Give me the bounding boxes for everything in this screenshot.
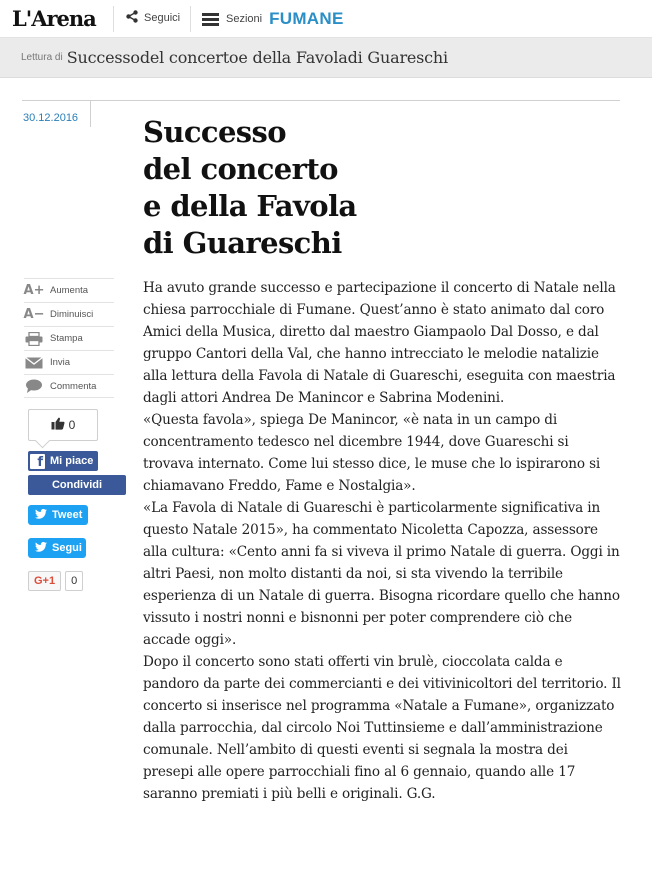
facebook-like-label: Mi piace xyxy=(50,455,94,467)
article-tools xyxy=(24,278,114,398)
twitter-follow-button[interactable] xyxy=(28,538,86,558)
font-increase-icon: A+ xyxy=(23,283,45,298)
tool-label: Aumenta xyxy=(50,285,89,296)
tool-label: Diminuisci xyxy=(50,309,94,320)
article-paragraph: Dopo il concerto sono stati offerti vin brulè, cioccolata calda e pandoro da parte dei commercianti e dei vitivinicoltori del territorio. Il concerto si inserisce nel programma «Natale a Fumane», organizzato dalla parrocchia, dal circolo Noi Tuttinsieme e dall’amministrazione comunale. Nell’ambito di questi eventi si segnala la mostra dei presepi alle opere parrocchiali fino al 6 gennaio, quando alle 17 saranno premiati i più belli e originali. G.G. xyxy=(143,654,621,802)
email-button[interactable] xyxy=(24,350,114,374)
tool-label: Invia xyxy=(50,357,71,368)
tweet-label: Tweet xyxy=(52,509,83,521)
hamburger-icon xyxy=(202,11,219,28)
headline-line: di Guareschi xyxy=(143,226,342,260)
header-divider xyxy=(113,6,114,32)
print-button[interactable] xyxy=(24,326,114,350)
headline-line: Successo xyxy=(143,115,286,149)
thumbs-up-icon xyxy=(51,417,65,433)
envelope-icon xyxy=(24,355,44,371)
font-decrease-icon: A− xyxy=(23,307,45,322)
facebook-icon: f xyxy=(30,454,45,469)
date-divider xyxy=(90,101,91,127)
comment-button[interactable] xyxy=(24,374,114,398)
facebook-like-button[interactable] xyxy=(28,451,98,471)
follow-label: Seguici xyxy=(144,12,181,24)
google-plus-count: 0 xyxy=(65,571,83,591)
printer-icon xyxy=(24,331,44,347)
sections-menu-button[interactable] xyxy=(202,9,344,29)
headline-line: e della Favola xyxy=(143,189,357,223)
follow-button[interactable] xyxy=(126,10,180,26)
speech-bubble-icon xyxy=(24,378,44,394)
facebook-share-label: Condividi xyxy=(51,479,103,491)
reading-label: Lettura di xyxy=(21,52,63,63)
like-count: 0 xyxy=(68,418,76,432)
increase-font-button[interactable] xyxy=(24,278,114,302)
article-headline xyxy=(143,114,443,262)
reading-title: Successodel concertoe della Favoladi Guareschi xyxy=(66,48,448,67)
twitter-bird-icon xyxy=(35,542,47,555)
google-plus-icon: G+1 xyxy=(28,571,61,591)
article-date: 30.12.2016 xyxy=(23,112,79,124)
twitter-bird-icon xyxy=(35,509,47,522)
decrease-font-button[interactable] xyxy=(24,302,114,326)
follow-label: Segui xyxy=(52,542,82,554)
article-paragraph: Ha avuto grande successo e partecipazione il concerto di Natale nella chiesa parrocchiale di Fumane. Quest’anno è stato animato dal coro Amici della Musica, diretto dal maestro Giampaolo Dal Dosso, e dal gruppo Cantori della Val, che hanno intrecciato le melodie natalizie alla lettura della Favola di Natale di Guareschi, eseguita con maestria dagli attori Andrea De Manincor e Sabrina Modenini. xyxy=(143,280,616,406)
header-divider xyxy=(190,6,191,32)
site-logo[interactable]: L'Arena xyxy=(12,6,96,31)
facebook-share-button[interactable] xyxy=(28,475,126,495)
headline-line: del concerto xyxy=(143,152,338,186)
article-paragraph: «La Favola di Natale di Guareschi è particolarmente significativa in questo Natale 2015», ha commentato Nicoletta Capozza, assessore alla cultura: «Cento anni fa si viveva il primo Natale di guerra. Oggi in altri Paesi, non molto distanti da noi, si sta vivendo la terribile esperienza di un Natale di guerra. Bisogna ricordare quello che hanno vissuto i nostri nonni e bisnonni per poter comprendere ciò che accade oggi». xyxy=(143,500,620,648)
site-header xyxy=(0,0,652,38)
current-section[interactable]: FUMANE xyxy=(269,9,344,28)
article-paragraph: «Questa favola», spiega De Manincor, «è nata in un campo di concentramento tedesco nel dicembre 1944, dove Guareschi si trovava internato. Come lui stesso dice, le muse che lo ispirarono si chiamavano Freddo, Fame e Nostalgia». xyxy=(143,412,601,494)
tool-label: Stampa xyxy=(50,333,83,344)
article-body xyxy=(143,277,621,805)
google-plus-button[interactable] xyxy=(28,571,83,591)
tool-label: Commenta xyxy=(50,380,97,392)
tweet-button[interactable] xyxy=(28,505,88,525)
sections-label: Sezioni xyxy=(226,13,263,25)
like-counter-button[interactable] xyxy=(28,409,98,441)
article-top-divider xyxy=(22,100,620,101)
share-icon xyxy=(126,10,138,26)
reading-bar xyxy=(0,38,652,78)
